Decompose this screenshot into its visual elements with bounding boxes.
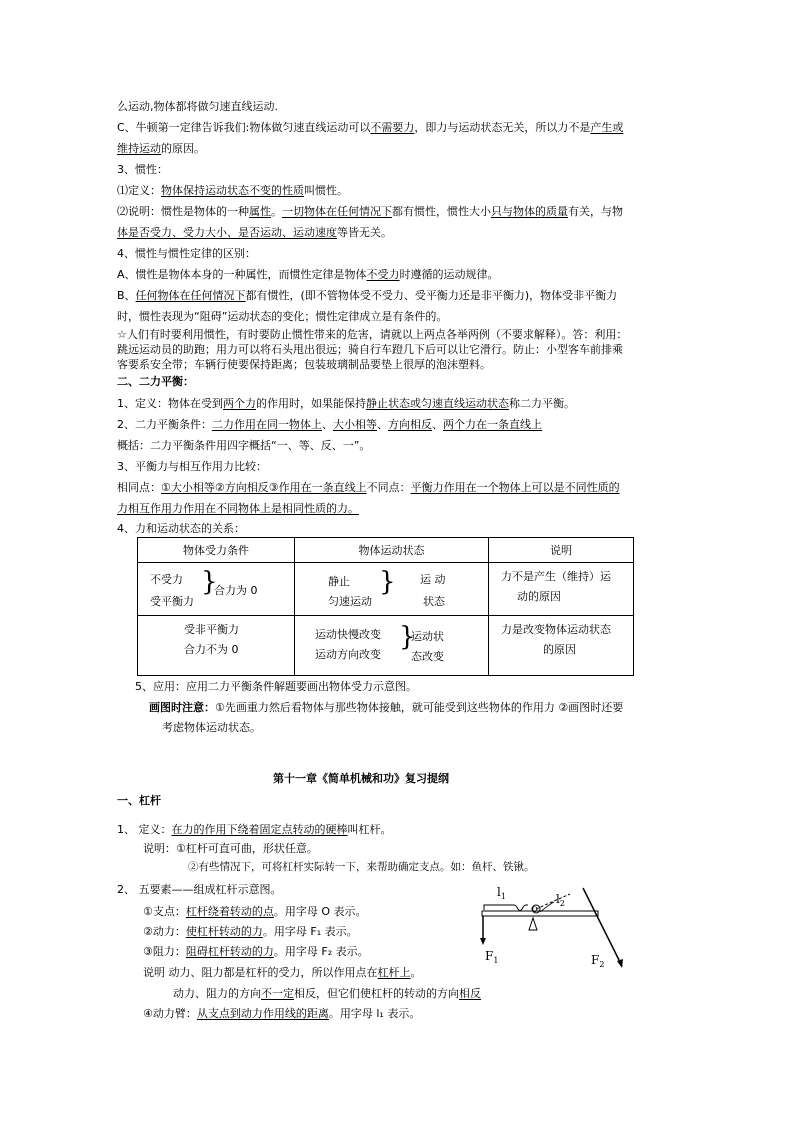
- text-line: ①支点：杠杆绕着转动的点。用字母 O 表示。: [143, 905, 367, 918]
- text-line: ⑴定义：物体保持运动状态不变的性质叫惯性。: [117, 184, 348, 197]
- cell-text: 受平衡力: [150, 595, 194, 608]
- cell-text: 力不是产生（维持）运: [501, 570, 611, 583]
- cell-text: 态改变: [411, 650, 444, 663]
- pivot-label: O: [532, 906, 538, 914]
- text-line: 跳远运动员的助跑；用力可以将石头甩出很远；骑自行车蹬几下后可以让它滑行。防止：小型客车前排乘: [117, 343, 623, 356]
- text-line: 概括：二力平衡条件用四字概括“一、等、反、一”。: [117, 439, 371, 452]
- table-row: [138, 616, 634, 676]
- text-line: B、任何物体在任何情况下都有惯性，(即不管物体受不受力、受平衡力还是非平衡力)，物体受非平衡力: [117, 289, 618, 302]
- table-cell: [138, 616, 295, 676]
- cell-text: 状态: [423, 595, 445, 608]
- section-heading: 二、二力平衡：: [117, 375, 194, 388]
- text-line: ⑵说明：惯性是物体的一种属性。一切物体在任何情况下都有惯性，惯性大小只与物体的质量有关，与物: [117, 205, 623, 218]
- cell-text: 不受力: [150, 573, 183, 586]
- table-header: 说明: [489, 538, 634, 563]
- cell-text: 力是改变物体运动状态: [501, 623, 611, 636]
- text-line: C、牛顿第一定律告诉我们:物体做匀速直线运动可以不需要力，即力与运动状态无关，所以力不是产生或: [117, 121, 624, 134]
- text-line: 动力、阻力的方向不一定相反，但它们使杠杆的转动的方向相反: [173, 987, 481, 1000]
- cell-text: 受非平衡力: [184, 623, 239, 636]
- text-line: 2、二力平衡条件：二力作用在同一物体上、大小相等、方向相反、两个力在一条直线上: [117, 418, 542, 431]
- f1-arrowhead: [480, 938, 486, 945]
- text-line: 客要系安全带；车辆行使要保持距离；包装玻璃制品要垫上很厚的泡沫塑料。: [117, 358, 491, 371]
- text-line: ☆人们有时要利用惯性，有时要防止惯性带来的危害，请就以上两点各举两例（不要求解释）。答：利用：: [117, 328, 628, 341]
- text-line: 相同点：①大小相等②方向相反③作用在一条直线上不同点：平衡力作用在一个物体上可以是不同性质的: [117, 481, 620, 494]
- cell-text: 运动状: [411, 630, 444, 643]
- table-header: 物体受力条件: [138, 538, 295, 563]
- text-line: ④动力臂：从支点到动力作用线的距离。用字母 l₁ 表示。: [143, 1007, 421, 1020]
- brace-icon: }: [379, 567, 396, 597]
- text-line: 维持运动的原因。: [117, 142, 205, 155]
- table-cell: [489, 616, 634, 676]
- text-line: 时，惯性表现为“阻碍”运动状态的变化；惯性定律成立是有条件的。: [117, 310, 448, 323]
- cell-text: 合力不为 0: [184, 643, 239, 656]
- lever-diagram: [470, 878, 640, 973]
- text-line: 1、定义：物体在受到两个力的作用时，如果能保持静止状态或匀速直线运动状态称二力平衡。: [117, 397, 575, 410]
- text-line: ②动力：使杠杆转动的力。用字母 F₁ 表示。: [143, 925, 358, 938]
- f2-arrowhead: [617, 959, 623, 968]
- table-row: [138, 563, 634, 616]
- text-line: 1、 定义：在力的作用下绕着固定点转动的硬棒叫杠杆。: [117, 823, 392, 836]
- text-line: 么运动,物体都将做匀速直线运动.: [117, 100, 278, 113]
- text-line: ③阻力：阻碍杠杆转动的力。用字母 F₂ 表示。: [143, 945, 369, 958]
- cell-text: 运 动: [420, 573, 446, 586]
- text-line: 说明：①杠杆可直可曲，形状任意。: [143, 842, 318, 855]
- l1-bracket: [484, 905, 528, 911]
- text-line: 考虑物体运动状态。: [162, 721, 261, 734]
- f2-arrow: [583, 888, 622, 966]
- table-cell: [295, 616, 489, 676]
- text-line: 3、惯性：: [117, 163, 168, 176]
- cell-text: 静止: [328, 575, 350, 588]
- table-cell: [489, 563, 634, 616]
- force-motion-table: [137, 537, 634, 676]
- cell-text: 匀速运动: [328, 595, 372, 608]
- table-cell: [295, 563, 489, 616]
- text-line: 体是否受力、受力大小、是否运动、运动速度等皆无关。: [117, 226, 392, 239]
- text-line: 4、惯性与惯性定律的区别：: [117, 247, 256, 260]
- text-line: 5、应用：应用二力平衡条件解题要画出物体受力示意图。: [135, 680, 417, 693]
- chapter-title: 第十一章《简单机械和功》复习提纲: [273, 772, 449, 785]
- brace-icon: }: [399, 622, 416, 652]
- table-header: 物体运动状态: [295, 538, 489, 563]
- text-line: 3、平衡力与相互作用力比较：: [117, 460, 267, 473]
- cell-text: 动的原因: [517, 590, 561, 603]
- cell-text: 运动方向改变: [315, 648, 381, 661]
- text-line: A、惯性是物体本身的一种属性，而惯性定律是物体不受力时遵循的运动规律。: [117, 268, 499, 281]
- text-line: 4、力和运动状态的关系：: [117, 522, 245, 535]
- text-line: 2、 五要素——组成杠杆示意图。: [117, 883, 282, 896]
- brace-icon: }: [201, 567, 218, 597]
- cell-text: 合力为 0: [214, 584, 258, 597]
- l1-label: $l_1$: [497, 885, 506, 901]
- cell-text: 的原因: [543, 643, 576, 656]
- f1-label: $F_1$: [485, 949, 499, 965]
- pivot-icon: [529, 918, 537, 930]
- table-header-row: [138, 538, 634, 563]
- cell-text: 运动快慢改变: [315, 628, 381, 641]
- text-line: ②有些情况下，可将杠杆实际转一下，来帮助确定支点。如：鱼杆、铁锹。: [188, 861, 535, 873]
- table-cell: [138, 563, 295, 616]
- text-line: 说明 动力、阻力都是杠杆的受力，所以作用点在杠杆上。: [143, 966, 422, 979]
- text-line: 力相互作用力作用在不同物体上是相同性质的力。: [117, 502, 359, 515]
- l2-label: $l_2$: [556, 892, 565, 908]
- text-line: 画图时注意：①先画重力然后看物体与那些物体接触，就可能受到这些物体的作用力 ②画图时还要: [149, 701, 624, 714]
- section-heading: 一、杠杆: [117, 794, 161, 807]
- f2-label: $F_2$: [591, 953, 605, 969]
